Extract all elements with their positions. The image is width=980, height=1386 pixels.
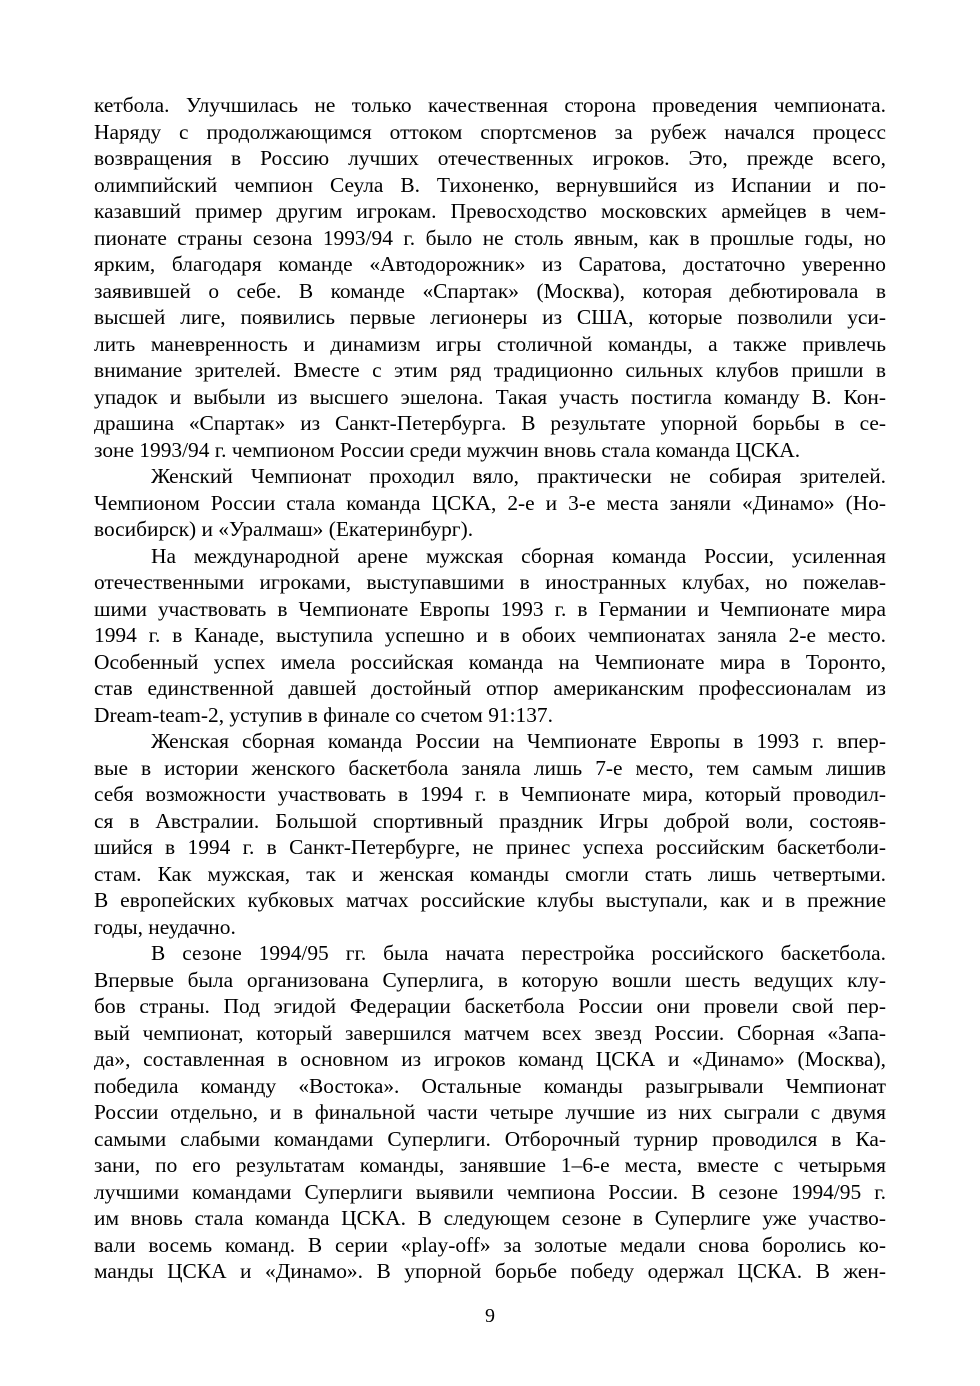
text-line: вый чемпионат, который завершился матчем всех звезд России. Сборная «Запа- [94, 1020, 886, 1045]
page-number: 9 [485, 1305, 495, 1327]
text-line: России отдельно, и в финальной части четыре лучшие из них сыграли с двумя [94, 1100, 886, 1124]
paragraph [94, 92, 886, 463]
text-line: В сезоне 1994/95 гг. была начата перестройка российского баскетбола. [151, 941, 886, 965]
document-body [94, 92, 886, 1285]
text-line: Dream-team-2, уступив в финале со счетом 91:137. [94, 702, 553, 727]
text-line: Женская сборная команда России на Чемпионате Европы в 1993 г. впер- [151, 729, 886, 753]
paragraph [94, 463, 886, 543]
text-line: восибирск) и «Уралмаш» (Екатеринбург). [94, 517, 474, 541]
paragraph [94, 728, 886, 940]
text-line: Женский Чемпионат проходил вяло, практически не собирая зрителей. [151, 464, 886, 488]
text-line: пионате страны сезона 1993/94 г. было не столь явным, как в прошлые годы, но [94, 225, 886, 250]
text-line: ся в Австралии. Большой спортивный праздник Игры доброй воли, состояв- [94, 808, 886, 833]
text-line: вали восемь команд. В серии «play-off» за золотые медали снова боролись ко- [94, 1232, 886, 1257]
text-line: высшей лиге, появились первые легионеры из США, которые позволили уси- [94, 305, 886, 329]
text-line: олимпийский чемпион Сеула В. Тихоненко, вернувшийся из Испании и по- [94, 172, 886, 197]
text-line: Особенный успех имела российская команда на Чемпионате мира в Торонто, [94, 649, 886, 674]
paragraph [94, 940, 886, 1285]
text-line: вые в истории женского баскетбола заняла лишь 7-е место, тем самым лишив [94, 755, 886, 780]
text-line: отечественными игроками, выступавшими в иностранных клубах, но пожелав- [94, 570, 886, 594]
text-line: упадок и выбыли из высшего эшелона. Такая участь постигла команду В. Кон- [94, 384, 886, 409]
paragraph [94, 543, 886, 729]
text-line: В европейских кубковых матчах российские клубы выступали, как и в прежние [94, 888, 886, 912]
text-line: да», составленная в основном из игроков команд ЦСКА и «Динамо» (Москва), [94, 1047, 886, 1071]
text-line: ярким, благодаря команде «Автодорожник» из Саратова, достаточно уверенно [94, 252, 886, 276]
text-line: шийся в 1994 г. в Санкт-Петербурге, не принес успеха российским баскетболи- [94, 835, 886, 859]
text-line: зоне 1993/94 г. чемпионом России среди мужчин вновь стала команда ЦСКА. [94, 437, 801, 462]
text-line: 1994 г. в Канаде, выступила успешно и в обоих чемпионатах заняла 2-е место. [94, 623, 886, 647]
text-line: внимание зрителей. Вместе с этим ряд традиционно сильных клубов пришли в [94, 358, 886, 382]
text-line: шими участвовать в Чемпионате Европы 1993 г. в Германии и Чемпионате мира [94, 596, 886, 621]
text-line: манды ЦСКА и «Динамо». В упорной борьбе победу одержал ЦСКА. В жен- [94, 1259, 886, 1283]
text-line: лучшими командами Суперлиги выявили чемпиона России. В сезоне 1994/95 г. [94, 1179, 886, 1204]
text-line: победила команду «Востока». Остальные команды разыгрывали Чемпионат [94, 1073, 886, 1098]
text-line: кетбола. Улучшилась не только качественная сторона проведения чемпионата. [94, 93, 886, 117]
text-line: Чемпионом России стала команда ЦСКА, 2-е и 3-е места заняли «Динамо» (Но- [94, 490, 886, 515]
text-line: Впервые была организована Суперлига, в которую вошли шесть ведущих клу- [94, 967, 886, 992]
text-line: На международной арене мужская сборная команда России, усиленная [151, 543, 886, 568]
text-line: себя возможности участвовать в 1994 г. в Чемпионате мира, который проводил- [94, 782, 886, 806]
text-line: заявившей о себе. В команде «Спартак» (Москва), которая дебютировала в [94, 278, 886, 303]
text-line: казавший пример другим игрокам. Превосходство московских армейцев в чем- [94, 199, 886, 223]
text-line: драшина «Спартак» из Санкт-Петербурга. В результате упорной борьбы в се- [94, 411, 886, 435]
text-line: возвращения в Россию лучших отечественных игроков. Это, прежде всего, [94, 146, 886, 170]
text-line: бов страны. Под эгидой Федерации баскетбола России они провели свой пер- [94, 994, 886, 1018]
text-line: лить маневренность и динамизм игры столичной команды, а также привлечь [94, 331, 886, 356]
text-line: годы, неудачно. [94, 914, 236, 939]
text-line: Наряду с продолжающимся оттоком спортсменов за рубеж начался процесс [94, 119, 886, 144]
text-line: став единственной давшей достойный отпор американским профессионалам из [94, 676, 886, 700]
text-line: им вновь стала команда ЦСКА. В следующем сезоне в Суперлиге уже участво- [94, 1206, 886, 1230]
text-line: самыми слабыми командами Суперлиги. Отборочный турнир проводился в Ка- [94, 1126, 886, 1151]
text-line: стам. Как мужская, так и женская команды смогли стать лишь четвертыми. [94, 861, 886, 886]
text-line: зани, по его результатам команды, занявшие 1–6-е места, вместе с четырьмя [94, 1153, 886, 1177]
